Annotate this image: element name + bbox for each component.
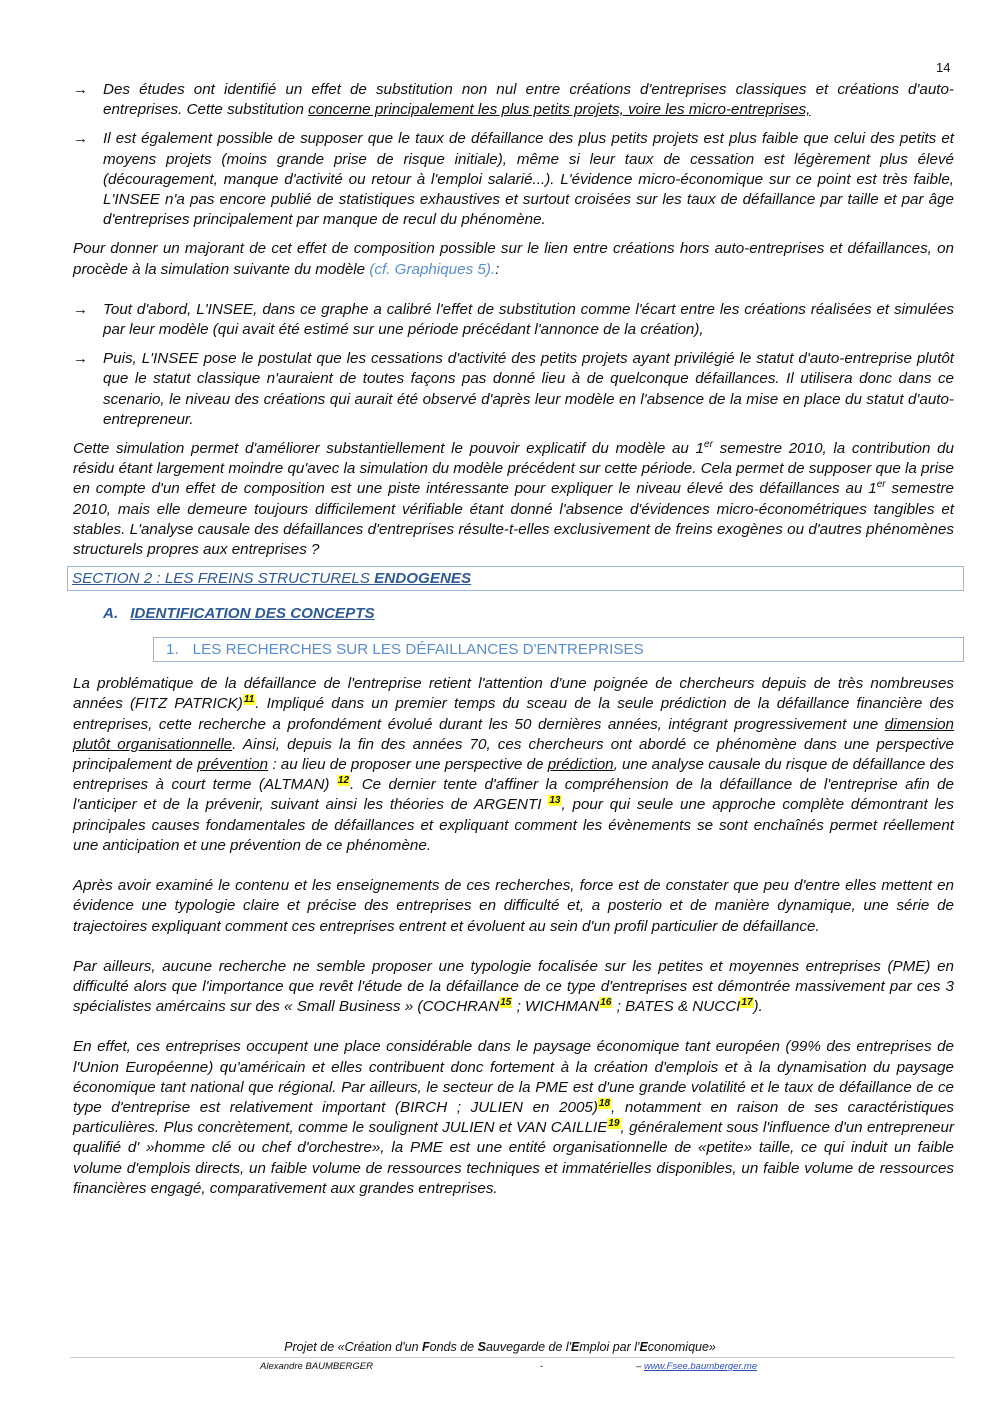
arrow-right-icon: → — [73, 130, 88, 148]
subsection-heading: A. IDENTIFICATION DES CONCEPTS — [103, 605, 375, 623]
section-heading: SECTION 2 : LES FREINS STRUCTURELS ENDOGENES — [67, 566, 964, 591]
arrow-right-icon: → — [73, 300, 88, 318]
footnote-ref: 17 — [741, 997, 753, 1009]
document-body — [73, 80, 954, 1199]
footnote-ref: 12 — [337, 775, 350, 787]
graph-reference: (cf. Graphiques 5). — [369, 260, 496, 278]
website-link[interactable]: www.Fsee.baumberger.me — [643, 1361, 758, 1372]
footer-separator: - — [540, 1361, 544, 1372]
page-number: 14 — [936, 60, 951, 75]
footnote-ref: 18 — [598, 1097, 611, 1109]
arrow-right-icon: → — [73, 350, 88, 368]
paragraph: En effet, ces entreprises occupent une place considérable dans le paysage économique tant européen (99% des entreprises de l'Union Européenne) qu'américain et elles contribuent donc fortement à la création d'emplois et à la dynamisation du paysage économique tant national que régional. Par ailleurs, le secteur de la PME est d'une grande volatilité et le taux de défaillance de ce type d'entreprise est relativement important (BIRCH ; JULIEN en 2005)$^{18}$, notamment en raison de ses caractéristiques particulières. Plus concrètement, comme le soulignent JULIEN et VAN CAILLIE$^{19}$, généralement sous l'influence d'un entrepreneur qualifié d' »homme clé ou chef d'orchestre», la PME est une entité organisationnelle de «petite» taille, ce qui induit un faible volume d'emplois directs, un faible volume de ressources techniques et immatérielles disponibles, un faible volume de ressources financières engagé, comparativement aux grandes entreprises. — [73, 1038, 955, 1197]
footnote-ref: 11 — [243, 694, 255, 706]
paragraph: Par ailleurs, aucune recherche ne semble proposer une typologie focalisée sur les petites et moyennes entreprises (PME) en difficulté alors que l'importance que revêt l'étude de la défaillance de ce type d'entreprises est démontrée massivement par ces 3 spécialistes amércains sur des « Small Business » (COCHRAN$^{15}$ ; WICHMAN$^{16}$ ; BATES & NUCCI$^{17}$). — [73, 957, 954, 1016]
footnote-ref: 13 — [549, 795, 561, 807]
paragraph: La problématique de la défaillance de l'entreprise retient l'attention d'une poignée de chercheurs depuis de très nombreuses années (FITZ PATRICK)$^{11}$. Impliqué dans un premier temps du sceau de la seule prédiction de la défaillance financière des entreprises, cette recherche a profondément évolué durant les 50 dernières années, intégrant progressivement une dimension plutôt organisationnelle. Ainsi, depuis la fin des années 70, ces chercheurs ont abordé ce phénomène dans une perspective principalement de prévention : au lieu de proposer une perspective de prédiction, une analyse causale du risque de défaillance des entreprises à court terme (ALTMAN) $^{12}$. Ce dernier tente d'affiner la compréhension de la défaillance de l'entreprise afin de l'anticiper et de la prévenir, suivant ainsi les théories de ARGENTI $^{13}$, pour qui seule une approche complète démontrant les principales causes fondamentales de défaillances et expliquant comment les évènements se sont enchaînés permet réellement une anticipation et une prévention de ce phénomène. — [73, 675, 955, 854]
paragraph: Pour donner un majorant de cet effet de composition possible sur le lien entre créations hors auto-entreprises et défaillances, on procède à la simulation suivante du modèle (cf. Graphiques 5).: — [73, 240, 954, 278]
paragraph: Cette simulation permet d'améliorer substantiellement le pouvoir explicatif du modèle au 1er semestre 2010, la contribution du résidu étant largement moindre qu'avec la simulation du modèle précédent sur cette période. Cela permet de supposer que la prise en compte d'un effet de composition est une piste intéressante pour expliquer le niveau élevé des défaillances au 1er semestre 2010, mais elle demeure toujours difficilement vérifiable étant donné l'absence d'évidences micro-économétriques tangibles et stables. L'analyse causale des défaillances d'entreprises résulte-t-elles exclusivement de freins exogènes ou d'autres phénomènes structurels propres aux entreprises ? — [73, 438, 955, 559]
paragraph: Après avoir examiné le contenu et les enseignements de ces recherches, force est de constater que peu d'entre elles mettent en évidence une typologie claire et précise des entreprises en difficulté et, a posterio et de manière dynamique, une série de trajectoires expliquant comment ces entreprises entrent et évoluent au sein d'un profil particulier de défaillance. — [73, 877, 954, 935]
arrow-right-icon: → — [73, 81, 88, 98]
footer-divider — [70, 1357, 955, 1358]
bullet-item: → Tout d'abord, L'INSEE, dans ce graphe a calibré l'effet de substitution comme l'écart entre les créations réalisées et simulées par leur modèle (qui avait été estimé sur une période précédant l'annonce de la création), — [73, 300, 954, 340]
subsubsection-heading: 1. LES RECHERCHES SUR LES DÉFAILLANCES D'ENTREPRISES — [153, 637, 964, 662]
bullet-item: → Puis, L'INSEE pose le postulat que les cessations d'activité des petits projets ayant privilégié le statut d'auto-entreprise plutôt que le statut classique n'auraient de toutes façons pas donné lieu à de quelconque défaillances. Il utilisera donc dans ce scenario, le niveau des créations qui aurait été observé d'après leur modèle en l'absence de la mise en place du statut d'auto-entrepreneur. — [73, 349, 954, 430]
footnote-ref: 16 — [600, 997, 612, 1009]
footer-project-title: Projet de «Création d'un Fonds de Sauvegarde de l'Emploi par l'Economique» — [284, 1340, 716, 1354]
footnote-ref: 15 — [500, 997, 512, 1009]
footer-link-wrapper: – www.Fsee.baumberger.me — [636, 1361, 758, 1372]
bullet-item: → Il est également possible de supposer que le taux de défaillance des plus petits projets est plus faible que celui des petits et moyens projets (moins grande prise de risque initiale), même si leur taux de cessation est légèrement plus élevé (découragement, manque d'activité ou retour à l'emploi salarié...). L'évidence micro-économique sur ce point est très faible, L'INSEE n'a pas encore publié de statistiques exhaustives et surtout croisées sur les taux de défaillance par taille et par âge d'entreprises principalement par manque de recul du phénomène. — [73, 129, 954, 230]
bullet-item: → Des études ont identifié un effet de substitution non nul entre créations d'entreprises classiques et créations d'auto-entreprises. Cette substitution concerne principalement les plus petits projets, voire les micro-entreprises, — [73, 80, 954, 120]
footer-author: Alexandre BAUMBERGER — [260, 1361, 373, 1372]
footnote-ref: 19 — [608, 1118, 620, 1130]
